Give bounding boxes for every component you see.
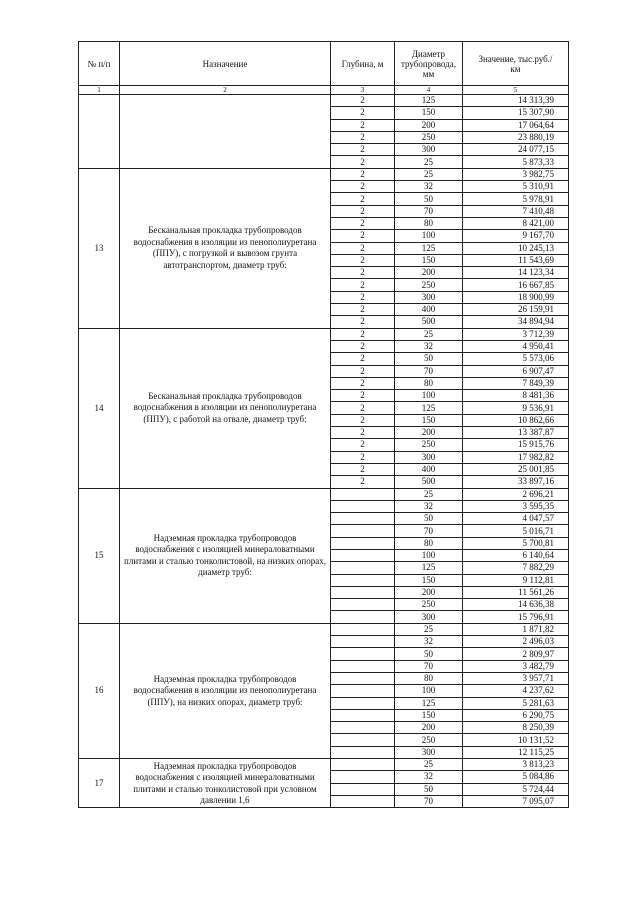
header-row	[79, 42, 569, 86]
value-cell: 4 237,62	[462, 685, 568, 697]
depth-cell	[331, 611, 395, 623]
value-cell: 5 700,81	[462, 537, 568, 549]
row-description: Бесканальная прокладка трубопроводов водоснабжения в изоляции из пенополиуретана (ППУ), с работой на отвале, диаметр труб:	[120, 328, 331, 488]
column-number: 1	[79, 86, 120, 95]
depth-cell: 2	[331, 279, 395, 291]
depth-cell: 2	[331, 131, 395, 143]
value-cell: 3 813,23	[462, 759, 568, 771]
value-cell: 2 809,97	[462, 648, 568, 660]
value-cell: 17 982,82	[462, 451, 568, 463]
diameter-cell: 25	[395, 488, 463, 500]
header-num: № п/п	[79, 42, 120, 86]
value-cell: 3 712,39	[462, 328, 568, 340]
depth-cell	[331, 685, 395, 697]
depth-cell: 2	[331, 390, 395, 402]
value-cell: 12 115,25	[462, 746, 568, 758]
depth-cell	[331, 586, 395, 598]
value-cell: 7 410,48	[462, 205, 568, 217]
diameter-cell: 250	[395, 279, 463, 291]
diameter-cell: 25	[395, 156, 463, 168]
value-cell: 5 978,91	[462, 193, 568, 205]
diameter-cell: 150	[395, 414, 463, 426]
depth-cell	[331, 746, 395, 758]
diameter-cell: 80	[395, 537, 463, 549]
diameter-cell: 125	[395, 242, 463, 254]
value-cell: 3 957,71	[462, 672, 568, 684]
diameter-cell: 50	[395, 193, 463, 205]
value-cell: 7 849,39	[462, 377, 568, 389]
depth-cell	[331, 537, 395, 549]
value-cell: 2 496,03	[462, 636, 568, 648]
depth-cell: 2	[331, 353, 395, 365]
row-description: Надземная прокладка трубопроводов водоснабжения в изоляции из пенополиуретана (ППУ), на низких опорах, диаметр труб:	[120, 623, 331, 758]
value-cell: 3 982,75	[462, 168, 568, 180]
value-cell: 33 897,16	[462, 476, 568, 488]
depth-cell	[331, 500, 395, 512]
diameter-cell: 200	[395, 267, 463, 279]
value-cell: 10 131,52	[462, 734, 568, 746]
cost-table	[78, 41, 569, 808]
depth-cell	[331, 783, 395, 795]
diameter-cell: 100	[395, 685, 463, 697]
row-description: Бесканальная прокладка трубопроводов водоснабжения в изоляции из пенополиуретана (ППУ), с погрузкой и вывозом грунта автотранспортом, диаметр труб:	[120, 168, 331, 328]
row-number: 14	[79, 328, 120, 488]
value-cell: 5 873,33	[462, 156, 568, 168]
value-cell: 9 536,91	[462, 402, 568, 414]
diameter-cell: 25	[395, 623, 463, 635]
value-cell: 6 140,64	[462, 549, 568, 561]
diameter-cell: 32	[395, 181, 463, 193]
diameter-cell: 25	[395, 759, 463, 771]
diameter-cell: 250	[395, 131, 463, 143]
value-cell: 14 636,38	[462, 599, 568, 611]
depth-cell	[331, 549, 395, 561]
value-cell: 8 481,36	[462, 390, 568, 402]
diameter-cell: 250	[395, 734, 463, 746]
diameter-cell: 50	[395, 513, 463, 525]
diameter-cell: 300	[395, 746, 463, 758]
diameter-cell: 150	[395, 574, 463, 586]
depth-cell: 2	[331, 365, 395, 377]
value-cell: 17 064,64	[462, 119, 568, 131]
depth-cell: 2	[331, 95, 395, 107]
value-cell: 25 001,85	[462, 463, 568, 475]
diameter-cell: 50	[395, 783, 463, 795]
value-cell: 34 894,94	[462, 316, 568, 328]
depth-cell	[331, 562, 395, 574]
depth-cell: 2	[331, 193, 395, 205]
diameter-cell: 400	[395, 304, 463, 316]
value-cell: 1 871,82	[462, 623, 568, 635]
value-cell: 7 882,29	[462, 562, 568, 574]
value-cell: 26 159,91	[462, 304, 568, 316]
depth-cell	[331, 759, 395, 771]
diameter-cell: 200	[395, 427, 463, 439]
diameter-cell: 250	[395, 599, 463, 611]
depth-cell: 2	[331, 414, 395, 426]
column-number: 2	[120, 86, 331, 95]
row-description	[120, 95, 331, 169]
value-cell: 9 167,70	[462, 230, 568, 242]
diameter-cell: 125	[395, 562, 463, 574]
diameter-cell: 500	[395, 476, 463, 488]
diameter-cell: 100	[395, 230, 463, 242]
diameter-cell: 150	[395, 254, 463, 266]
depth-cell	[331, 734, 395, 746]
diameter-cell: 80	[395, 217, 463, 229]
value-cell: 8 421,00	[462, 217, 568, 229]
diameter-cell: 25	[395, 328, 463, 340]
depth-cell: 2	[331, 304, 395, 316]
value-cell: 3 482,79	[462, 660, 568, 672]
depth-cell: 2	[331, 451, 395, 463]
diameter-cell: 150	[395, 709, 463, 721]
depth-cell: 2	[331, 144, 395, 156]
value-cell: 18 900,99	[462, 291, 568, 303]
depth-cell: 2	[331, 181, 395, 193]
depth-cell: 2	[331, 377, 395, 389]
value-cell: 5 084,86	[462, 771, 568, 783]
depth-cell: 2	[331, 439, 395, 451]
diameter-cell: 32	[395, 771, 463, 783]
value-cell: 6 907,47	[462, 365, 568, 377]
diameter-cell: 32	[395, 340, 463, 352]
diameter-cell: 25	[395, 168, 463, 180]
diameter-cell: 70	[395, 205, 463, 217]
depth-cell: 2	[331, 205, 395, 217]
diameter-cell: 300	[395, 291, 463, 303]
column-number-row	[79, 86, 569, 95]
depth-cell: 2	[331, 168, 395, 180]
depth-cell: 2	[331, 107, 395, 119]
value-cell: 5 281,63	[462, 697, 568, 709]
value-cell: 6 290,75	[462, 709, 568, 721]
depth-cell	[331, 672, 395, 684]
table-row	[79, 488, 569, 500]
diameter-cell: 70	[395, 365, 463, 377]
depth-cell	[331, 623, 395, 635]
diameter-cell: 300	[395, 144, 463, 156]
value-cell: 23 880,19	[462, 131, 568, 143]
value-cell: 3 595,35	[462, 500, 568, 512]
row-number: 17	[79, 759, 120, 808]
depth-cell	[331, 513, 395, 525]
value-cell: 11 561,26	[462, 586, 568, 598]
diameter-cell: 70	[395, 660, 463, 672]
diameter-cell: 70	[395, 795, 463, 807]
header-value: Значение, тыс.руб./км	[462, 42, 568, 86]
value-cell: 13 387,87	[462, 427, 568, 439]
diameter-cell: 500	[395, 316, 463, 328]
value-cell: 8 250,39	[462, 722, 568, 734]
depth-cell: 2	[331, 340, 395, 352]
value-cell: 14 123,34	[462, 267, 568, 279]
depth-cell	[331, 636, 395, 648]
depth-cell: 2	[331, 291, 395, 303]
diameter-cell: 100	[395, 549, 463, 561]
table-row	[79, 328, 569, 340]
row-description: Надземная прокладка трубопроводов водоснабжения с изоляцией минераловатными плитами и сталью тонколистовой, на низких опорах, диаметр труб:	[120, 488, 331, 623]
value-cell: 5 310,91	[462, 181, 568, 193]
depth-cell	[331, 599, 395, 611]
value-cell: 15 915,76	[462, 439, 568, 451]
row-number: 13	[79, 168, 120, 328]
column-number: 5	[462, 86, 568, 95]
value-cell: 15 796,91	[462, 611, 568, 623]
depth-cell	[331, 488, 395, 500]
diameter-cell: 200	[395, 722, 463, 734]
depth-cell: 2	[331, 316, 395, 328]
depth-cell: 2	[331, 267, 395, 279]
header-depth: Глубина, м	[331, 42, 395, 86]
diameter-cell: 250	[395, 439, 463, 451]
table-row	[79, 95, 569, 107]
header-name: Назначение	[120, 42, 331, 86]
diameter-cell: 200	[395, 586, 463, 598]
diameter-cell: 80	[395, 377, 463, 389]
row-number: 16	[79, 623, 120, 758]
diameter-cell: 100	[395, 390, 463, 402]
column-number: 3	[331, 86, 395, 95]
diameter-cell: 400	[395, 463, 463, 475]
depth-cell: 2	[331, 402, 395, 414]
diameter-cell: 50	[395, 648, 463, 660]
value-cell: 5 724,44	[462, 783, 568, 795]
diameter-cell: 150	[395, 107, 463, 119]
diameter-cell: 125	[395, 95, 463, 107]
diameter-cell: 32	[395, 500, 463, 512]
depth-cell: 2	[331, 427, 395, 439]
depth-cell: 2	[331, 242, 395, 254]
value-cell: 5 016,71	[462, 525, 568, 537]
value-cell: 10 862,66	[462, 414, 568, 426]
value-cell: 2 696,21	[462, 488, 568, 500]
depth-cell: 2	[331, 217, 395, 229]
depth-cell: 2	[331, 476, 395, 488]
value-cell: 24 077,15	[462, 144, 568, 156]
depth-cell	[331, 709, 395, 721]
diameter-cell: 300	[395, 611, 463, 623]
depth-cell: 2	[331, 328, 395, 340]
value-cell: 16 667,85	[462, 279, 568, 291]
value-cell: 15 307,90	[462, 107, 568, 119]
value-cell: 14 313,39	[462, 95, 568, 107]
depth-cell: 2	[331, 230, 395, 242]
depth-cell: 2	[331, 254, 395, 266]
depth-cell	[331, 574, 395, 586]
depth-cell: 2	[331, 156, 395, 168]
row-number	[79, 95, 120, 169]
value-cell: 10 245,13	[462, 242, 568, 254]
value-cell: 11 543,69	[462, 254, 568, 266]
table-row	[79, 759, 569, 771]
depth-cell: 2	[331, 463, 395, 475]
depth-cell	[331, 525, 395, 537]
value-cell: 4 950,41	[462, 340, 568, 352]
diameter-cell: 70	[395, 525, 463, 537]
diameter-cell: 300	[395, 451, 463, 463]
column-number: 4	[395, 86, 463, 95]
diameter-cell: 125	[395, 402, 463, 414]
table-body	[79, 95, 569, 808]
diameter-cell: 125	[395, 697, 463, 709]
depth-cell	[331, 697, 395, 709]
header-diameter: Диаметр трубопровода, мм	[395, 42, 463, 86]
value-cell: 5 573,06	[462, 353, 568, 365]
depth-cell	[331, 722, 395, 734]
table-row	[79, 623, 569, 635]
diameter-cell: 200	[395, 119, 463, 131]
depth-cell	[331, 648, 395, 660]
depth-cell	[331, 771, 395, 783]
depth-cell	[331, 660, 395, 672]
value-cell: 7 095,07	[462, 795, 568, 807]
value-cell: 4 047,57	[462, 513, 568, 525]
depth-cell	[331, 795, 395, 807]
table-row	[79, 168, 569, 180]
diameter-cell: 80	[395, 672, 463, 684]
value-cell: 9 112,81	[462, 574, 568, 586]
diameter-cell: 32	[395, 636, 463, 648]
depth-cell: 2	[331, 119, 395, 131]
diameter-cell: 50	[395, 353, 463, 365]
row-number: 15	[79, 488, 120, 623]
row-description: Надземная прокладка трубопроводов водоснабжения с изоляцией минераловатными плитами и сталью тонколистовой при условном давлении 1,6	[120, 759, 331, 808]
